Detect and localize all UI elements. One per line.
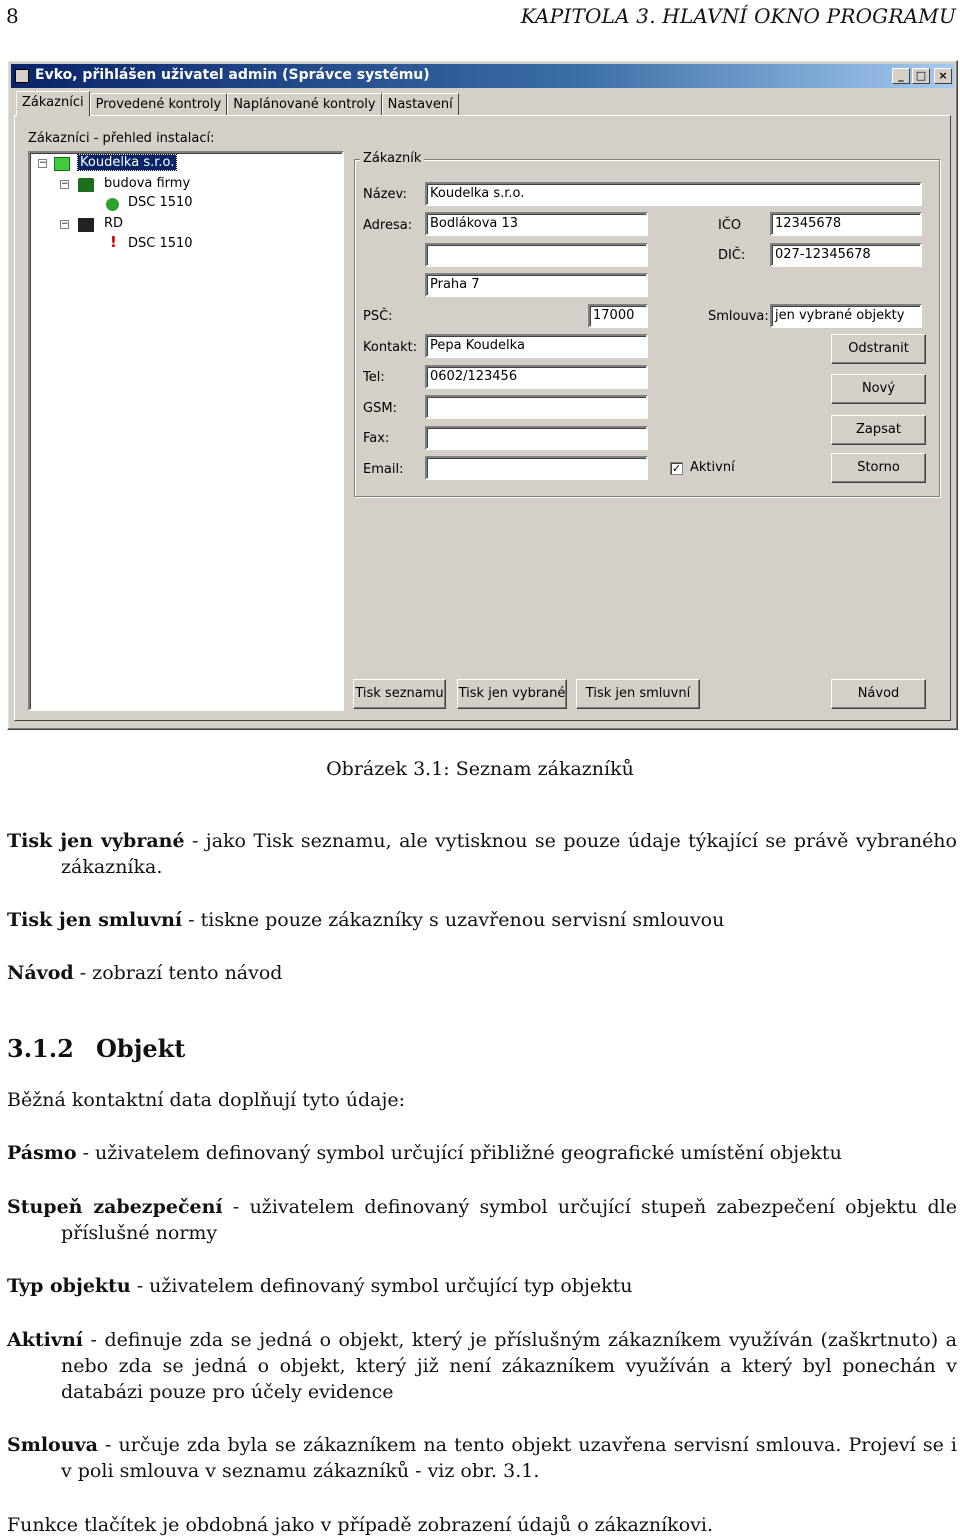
- title-bar[interactable]: [11, 64, 954, 88]
- email-label: Email:: [363, 462, 404, 477]
- maximize-button[interactable]: □: [912, 68, 930, 84]
- psc-label: PSČ:: [363, 309, 393, 324]
- definition-text: - určuje zda byla se zákazníkem na tento objekt uzavřena servisní smlouva. Projeví se i v poli smlouva v seznamu zákazníků - viz obr. 3.1.: [61, 1434, 957, 1482]
- collapse-toggle-icon[interactable]: −: [61, 219, 69, 229]
- fax-field[interactable]: [425, 426, 648, 450]
- tab-bar: [16, 91, 459, 115]
- tab-zakaznici[interactable]: Zákazníci: [16, 91, 90, 116]
- tab-nastaveni[interactable]: Nastavení: [382, 93, 459, 115]
- tree-label: Zákazníci - přehled instalací:: [28, 131, 215, 146]
- window-controls: [892, 68, 952, 84]
- contract-label: Smlouva:: [708, 309, 769, 324]
- email-field[interactable]: [425, 456, 648, 480]
- address-line2-field[interactable]: [425, 243, 648, 267]
- definition-pasmo: [7, 1140, 957, 1166]
- tel-field[interactable]: 0602/123456: [425, 365, 648, 389]
- tree-node-device[interactable]: DSC 1510: [128, 195, 193, 210]
- dic-field[interactable]: 027-12345678: [770, 243, 922, 267]
- name-label: Název:: [363, 187, 407, 202]
- delete-button[interactable]: Odstranit: [831, 334, 926, 364]
- section-heading: [7, 1034, 185, 1063]
- tree-node-house[interactable]: RD: [104, 216, 124, 231]
- definition-term: Tisk jen smluvní: [7, 909, 183, 931]
- city-field[interactable]: Praha 7: [425, 273, 648, 297]
- collapse-toggle-icon[interactable]: −: [61, 179, 69, 189]
- ico-field[interactable]: 12345678: [770, 212, 922, 236]
- tree-node-building[interactable]: budova firmy: [104, 176, 191, 191]
- app-icon: [15, 69, 29, 83]
- building-icon: [78, 178, 94, 192]
- definition-term: Typ objektu: [7, 1275, 131, 1297]
- definition-typ: [7, 1273, 957, 1299]
- save-button[interactable]: Zapsat: [831, 415, 926, 445]
- chapter-title: KAPITOLA 3. HLAVNÍ OKNO PROGRAMU: [520, 4, 956, 28]
- fax-label: Fax:: [363, 431, 390, 446]
- print-selected-button[interactable]: Tisk jen vybrané: [457, 679, 567, 709]
- definition-aktivni: [7, 1327, 957, 1405]
- customer-group-title: Zákazník: [360, 151, 424, 166]
- collapse-toggle-icon[interactable]: −: [39, 158, 47, 168]
- intro-paragraph: Běžná kontaktní data doplňují tyto údaje:: [7, 1089, 406, 1111]
- tab-provedene-kontroly[interactable]: Provedené kontroly: [90, 93, 228, 115]
- address-field[interactable]: Bodlákova 13: [425, 212, 648, 236]
- definition-term: Stupeň zabezpečení: [7, 1196, 223, 1218]
- contract-select[interactable]: jen vybrané objekty: [770, 304, 922, 328]
- contact-field[interactable]: Pepa Koudelka: [425, 334, 648, 358]
- print-list-button[interactable]: Tisk seznamu: [353, 679, 446, 709]
- customer-tree[interactable]: [28, 151, 344, 711]
- definition-term: Smlouva: [7, 1434, 98, 1456]
- customer-icon: [54, 157, 70, 171]
- active-checkbox[interactable]: ✓: [671, 462, 682, 475]
- tree-node-customer[interactable]: Koudelka s.r.o.: [80, 155, 175, 170]
- closing-paragraph: Funkce tlačítek je obdobná jako v případě zobrazení údajů o zákazníkovi.: [7, 1514, 713, 1536]
- name-field[interactable]: Koudelka s.r.o.: [425, 182, 922, 206]
- tab-naplanovane-kontroly[interactable]: Naplánované kontroly: [227, 93, 381, 115]
- definition-text: - definuje zda se jedná o objekt, který je příslušným zákazníkem využíván (zaškrtnuto) a nebo zda se jedná o objekt, který již není zákazníkem využíván a který byl ponechán v databázi pouze pro účely evidence: [61, 1329, 957, 1403]
- definition-term: Pásmo: [7, 1142, 77, 1164]
- running-header: [6, 4, 956, 26]
- help-button[interactable]: Návod: [831, 679, 926, 709]
- page-number: 8: [6, 4, 19, 28]
- figure-caption: Obrázek 3.1: Seznam zákazníků: [326, 758, 634, 780]
- definition-text: - tiskne pouze zákazníky s uzavřenou servisní smlouvou: [182, 909, 725, 931]
- new-button[interactable]: Nový: [831, 374, 926, 404]
- ico-label: IČO: [718, 218, 742, 233]
- psc-field[interactable]: 17000: [588, 304, 648, 328]
- app-window: [7, 60, 958, 730]
- tree-node-device[interactable]: DSC 1510: [128, 236, 193, 251]
- print-contract-button[interactable]: Tisk jen smluvní: [576, 679, 700, 709]
- house-icon: [78, 218, 94, 232]
- definition-help: [7, 960, 957, 986]
- tel-label: Tel:: [363, 370, 385, 385]
- definition-text: - zobrazí tento návod: [73, 962, 283, 984]
- definition-term: Aktivní: [7, 1329, 83, 1351]
- gsm-field[interactable]: [425, 395, 648, 419]
- close-button[interactable]: ×: [934, 68, 952, 84]
- definition-stupen: [7, 1194, 957, 1246]
- contact-label: Kontakt:: [363, 340, 418, 355]
- alert-icon: !: [110, 233, 117, 251]
- window-title: Evko, přihlášen uživatel admin (Správce systému): [35, 67, 430, 83]
- gsm-label: GSM:: [363, 401, 397, 416]
- definition-term: Tisk jen vybrané: [7, 830, 185, 852]
- section-title: Objekt: [96, 1034, 186, 1063]
- definition-text: - jako Tisk seznamu, ale vytisknou se pouze údaje týkající se právě vybraného zákazníka.: [61, 830, 957, 878]
- definition-smlouva: [7, 1432, 957, 1484]
- definition-print-selected: [7, 828, 957, 880]
- address-label: Adresa:: [363, 218, 413, 233]
- definition-text: - uživatelem definovaný symbol určující přibližné geografické umístění objektu: [76, 1142, 842, 1164]
- dic-label: DIČ:: [718, 248, 746, 263]
- minimize-button[interactable]: _: [892, 68, 910, 84]
- definition-text: - uživatelem definovaný symbol určující typ objektu: [130, 1275, 633, 1297]
- active-label: Aktivní: [690, 460, 735, 475]
- definition-term: Návod: [7, 962, 74, 984]
- section-number: 3.1.2: [7, 1034, 74, 1063]
- definition-print-contract: [7, 907, 957, 933]
- ok-status-icon: [106, 198, 119, 211]
- definition-text: - uživatelem definovaný symbol určující stupeň zabezpečení objektu dle příslušné normy: [61, 1196, 957, 1244]
- cancel-button[interactable]: Storno: [831, 453, 926, 483]
